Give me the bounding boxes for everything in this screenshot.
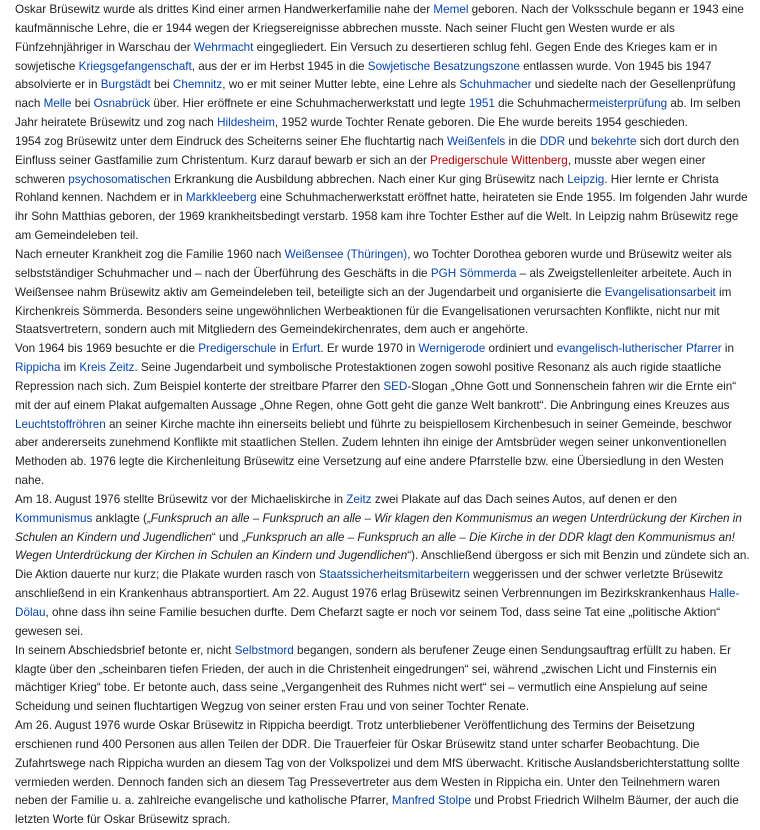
text-run: und bbox=[565, 134, 592, 148]
text-run: sich dort durch den Einfluss seiner Gastfamilie zum Christentum. Kurz darauf bewarb er sich an der bbox=[15, 134, 740, 167]
text-run: . Hier lernte er Christa Rohland kennen. Nachdem er in bbox=[15, 172, 719, 205]
wiki-link[interactable]: Evangelisationsarbeit bbox=[604, 285, 716, 299]
wiki-link[interactable]: Erfurt bbox=[291, 342, 321, 356]
text-run: die Schuhmacher bbox=[494, 97, 590, 111]
text-run: ordiniert und bbox=[485, 342, 557, 356]
wiki-link[interactable]: Sowjetische Besatzungszone bbox=[367, 59, 520, 73]
wiki-link[interactable]: SED bbox=[383, 379, 408, 393]
wiki-link[interactable]: Zeitz bbox=[346, 492, 372, 506]
article-paragraph bbox=[15, 491, 752, 642]
text-run: geboren. Nach der Volksschule begann er 1943 eine kaufmännische Lehre, die er 1944 wegen der Kriegsereignisse abbrechen musste. Nach seiner Flucht gen Westen wurde er als Fünfzehnjähriger in Warschau der bbox=[15, 3, 744, 54]
wiki-link[interactable]: PGH Sömmerda bbox=[430, 266, 517, 280]
wiki-link[interactable]: Hildesheim bbox=[217, 116, 275, 130]
wiki-link[interactable]: Rippicha bbox=[15, 361, 61, 375]
text-run: , musste aber wegen einer schweren bbox=[15, 153, 706, 186]
text-run: Von 1964 bis 1969 besuchte er die bbox=[15, 342, 199, 356]
wiki-link[interactable]: Memel bbox=[433, 3, 469, 16]
article-paragraph bbox=[15, 717, 752, 830]
text-run: eine Schuhmacherwerkstatt eröffnet hatte, heirateten sie Ende 1955. Im folgenden Jahr wurde ihr Sohn Matthias geboren, der 1969 krankheitsbedingt verstarb. 1958 kam ihre Tochter Esther auf die Welt. In Leipzig nahm Brüsewitz rege am Gemeindeleben teil. bbox=[15, 191, 748, 243]
text-run: in bbox=[721, 342, 735, 356]
wiki-link[interactable]: meisterprüfung bbox=[589, 97, 668, 111]
wiki-link[interactable]: Burgstädt bbox=[100, 78, 151, 92]
text-run: anklagte („ bbox=[92, 511, 151, 525]
text-run: 1954 zog Brüsewitz unter dem Eindruck des Scheiterns seiner Ehe fluchtartig nach bbox=[15, 134, 448, 148]
article-paragraph bbox=[15, 246, 752, 340]
text-run: und Probst Friedrich Wilhelm Bäumer, der auch die letzten Worte für Oskar Brüsewitz sprach. bbox=[15, 794, 739, 827]
text-run: Erkrankung die Ausbildung abbrechen. Nach einer Kur ging Brüsewitz nach bbox=[170, 172, 568, 186]
wiki-link[interactable]: Selbstmord bbox=[234, 643, 294, 657]
text-run: in bbox=[276, 342, 292, 356]
text-run: an seiner Kirche machte ihn einerseits beliebt und führte zu beispiellosem Kirchenbesuch in seiner Gemeinde, beschwor aber andererseits zunehmend Konflikte mit staatlichen Stellen. Zudem lehnten ihn einige der Amtsbrüder wegen seiner unkonventionellen Methoden ab. 1976 legte die Kirchenleitung Brüsewitz eine Versetzung auf eine andere Pfarrstelle bzw. eine Übersiedlung in den Westen nahe. bbox=[15, 417, 733, 488]
text-run: “ und „ bbox=[211, 530, 246, 544]
text-run: . Seine Jugendarbeit und symbolische Protestaktionen zogen sowohl positive Resonanz als auch rigide staatliche Repression nach sich. Zum Beispiel konterte der streitbare Pfarrer den bbox=[15, 361, 722, 393]
article-paragraph bbox=[15, 642, 752, 717]
wiki-link[interactable]: Halle-Dölau bbox=[15, 587, 740, 619]
wiki-link[interactable]: Weißensee (Thüringen) bbox=[284, 247, 408, 261]
wiki-link[interactable]: Leipzig bbox=[567, 172, 605, 186]
text-run: – als Zweigstellenleiter arbeitete. Auch in Weißensee nahm Brüsewitz aktiv am Gemeindeleben teil, beteiligte sich an der Jugendarbeit und organisierte die bbox=[15, 266, 732, 299]
wiki-link[interactable]: Predigerschule bbox=[198, 342, 277, 356]
text-run: , aus der er im Herbst 1945 in die bbox=[191, 59, 368, 73]
text-run: , ohne dass ihn seine Familie besuchen durfte. Dem Chefarzt sagte er noch vor seinem Tod, dass seine Tat eine „politische Aktion“ gewesen sei. bbox=[15, 606, 721, 638]
wiki-link[interactable]: Melle bbox=[43, 97, 72, 111]
wiki-link[interactable]: Kommunismus bbox=[15, 511, 93, 525]
article-paragraph bbox=[15, 1, 752, 133]
text-run: bei bbox=[71, 97, 94, 111]
text-run: In seinem Abschiedsbrief betonte er, nicht bbox=[15, 643, 235, 657]
wiki-link[interactable]: Wehrmacht bbox=[193, 40, 254, 54]
wiki-link[interactable]: Manfred Stolpe bbox=[391, 794, 472, 808]
text-run: Am 26. August 1976 wurde Oskar Brüsewitz in Rippicha beerdigt. Trotz unterbliebener Veröffentlichung des Termins der Beisetzung erschienen rund 400 Personen aus allen Teilen der DDR. Die Trauerfeier für Oskar Brüsewitz stand unter scharfer Beobachtung. Die Zufahrtswege nach Rippicha wurden an diesem Tag von der Volkspolizei und dem MfS überwacht. Kritische Auslandsberichterstattung sollte vermieden werden. Dennoch fanden sich an diesem Tag Pressevertreter aus dem Westen in Rippicha ein. Unter den Teilnehmern waren neben der Familie u. a. zahlreiche evangelische und katholische Pfarrer, bbox=[15, 719, 740, 808]
text-run: -Slogan „Ohne Gott und Sonnenschein fahren wir die Ernte ein“ mit der auf einem Plakat aufgemalten Aussage „Ohne Regen, ohne Gott geht die ganze Welt bankrott“. Die Anbringung eines Kreuzes aus bbox=[15, 379, 737, 412]
wiki-link[interactable]: Osnabrück bbox=[93, 97, 151, 111]
text-run: Nach erneuter Krankheit zog die Familie 1960 nach bbox=[15, 247, 285, 261]
wiki-link[interactable]: Staatssicherheitsmitarbeitern bbox=[319, 568, 470, 582]
text-run: weggerissen und der schwer verletzte Brüsewitz anschließend in ein Krankenhaus abtransportiert. Am 22. August 1976 erlag Brüsewitz seinen Verbrennungen im Bezirkskrankenhaus bbox=[15, 568, 724, 601]
wiki-link[interactable]: Markkleeberg bbox=[185, 191, 257, 205]
wiki-link[interactable]: DDR bbox=[539, 134, 566, 148]
wiki-link[interactable]: evangelisch-lutherischer Pfarrer bbox=[556, 342, 722, 356]
wiki-link[interactable]: Kriegsgefangenschaft bbox=[78, 59, 192, 73]
text-run: , 1952 wurde Tochter Renate geboren. Die Ehe wurde bereits 1954 geschieden. bbox=[274, 116, 688, 130]
text-run: bei bbox=[150, 78, 173, 92]
text-run: zwei Plakate auf das Dach seines Autos, auf denen er den bbox=[371, 492, 677, 506]
wiki-link[interactable]: Chemnitz bbox=[172, 78, 223, 92]
text-run: “). Anschließend übergoss er sich mit Benzin und zündete sich an. Die Aktion dauerte nur kurz; die Plakate wurden rasch von bbox=[15, 549, 750, 582]
text-run: entlassen wurde. Von 1945 bis 1947 absolvierte er in bbox=[15, 59, 712, 92]
quoted-text: Funkspruch an alle – Funkspruch an alle – Wir klagen den Kommunismus an wegen Unterdrückung der Kirchen in Schulen an Kindern und Jugendlichen bbox=[15, 511, 742, 544]
wiki-link[interactable]: Kreis Zeitz bbox=[79, 361, 135, 375]
wiki-link[interactable]: bekehrte bbox=[591, 134, 637, 148]
text-run: ab. Im selben Jahr heiratete Brüsewitz und zog nach bbox=[15, 97, 741, 130]
text-run: im bbox=[60, 361, 80, 375]
text-run: und siedelte nach der Gesellenprüfung nach bbox=[15, 78, 736, 111]
article-paragraph bbox=[15, 133, 752, 246]
article-paragraph bbox=[15, 340, 752, 491]
wiki-link[interactable]: psychosomatischen bbox=[68, 172, 171, 186]
text-run: Oskar Brüsewitz wurde als drittes Kind einer armen Handwerkerfamilie nahe der bbox=[15, 3, 434, 16]
text-run: begangen, sondern als berufener Zeuge einen Sendungsauftrag erfüllt zu haben. Er klagte über den „scheinbaren tiefen Frieden, der auch in die Christenheit eingedrungen“ sei, während „zwischen Licht und Finsternis ein mächtiger Krieg“ tobe. Er betonte auch, dass seine „Vergangenheit des Ruhmes nicht wert“ sei – vermutlich eine Anspielung auf seine Scheidung und seinen fluchtartigen Wegzug von seiner ersten Frau und von seiner Tochter Renate. bbox=[15, 643, 732, 714]
text-run: Am 18. August 1976 stellte Brüsewitz vor der Michaeliskirche in bbox=[15, 492, 347, 506]
text-run: im Kirchenkreis Sömmerda. Besonders seine ungewöhnlichen Werbeaktionen für die Evangelisationen verursachten Konflikte, nicht nur mit Staatsvertretern, sondern auch mit Mitgliedern des Gemeindekirchenrates, dem auch er angehörte. bbox=[15, 285, 732, 337]
text-run: . Er wurde 1970 in bbox=[320, 342, 419, 356]
wiki-link[interactable]: Wernigerode bbox=[418, 342, 486, 356]
wiki-link[interactable]: Weißenfels bbox=[447, 134, 506, 148]
wiki-link[interactable]: 1951 bbox=[468, 97, 495, 111]
text-run: , wo er mit seiner Mutter lebte, eine Lehre als bbox=[222, 78, 460, 92]
text-run: über. Hier eröffnete er eine Schuhmacherwerkstatt und legte bbox=[150, 97, 469, 111]
text-run: , wo Tochter Dorothea geboren wurde und Brüsewitz weiter als selbstständiger Schuhmacher und – nach der Überführung des Geschäfts in die bbox=[15, 247, 732, 280]
wiki-link[interactable]: Schuhmacher bbox=[459, 78, 532, 92]
wiki-link[interactable]: Leuchtstoffröhren bbox=[15, 417, 106, 431]
text-run: eingegliedert. Ein Versuch zu desertieren schlug fehl. Gegen Ende des Krieges kam er in sowjetische bbox=[15, 40, 718, 73]
wiki-link-missing[interactable]: Predigerschule Wittenberg bbox=[430, 153, 568, 167]
text-run: in die bbox=[505, 134, 540, 148]
quoted-text: Funkspruch an alle – Funkspruch an alle – Die Kirche in der DDR klagt den Kommunismus an! Wegen Unterdrückung der Kirchen in Schulen an Kindern und Jugendlichen bbox=[15, 530, 735, 563]
